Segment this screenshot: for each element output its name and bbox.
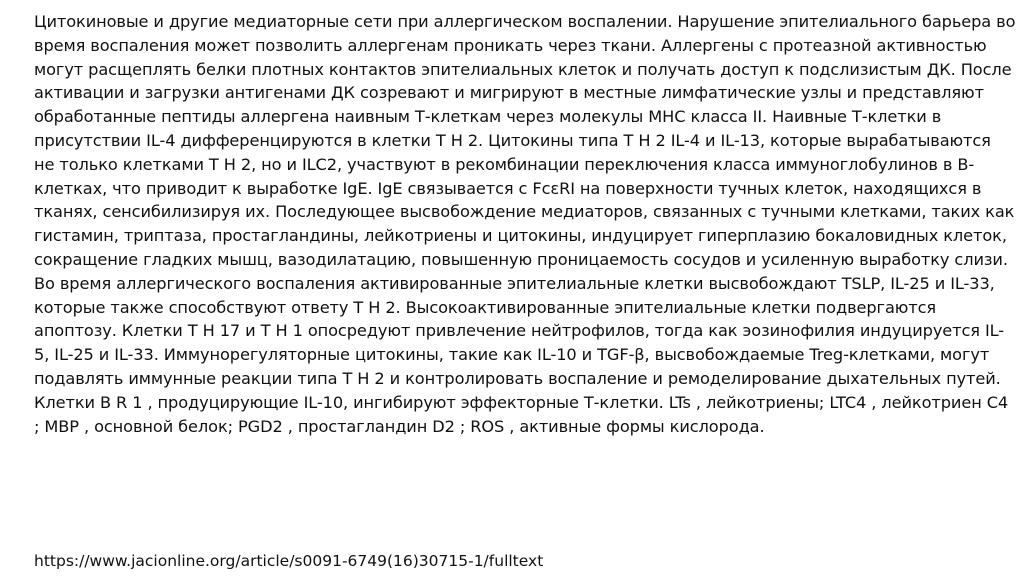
slide-body-text: Цитокиновые и другие медиаторные сети при аллергическом воспалении. Нарушение эпителиального барьера во время воспаления может позволить аллергенам проникать через ткани. Аллергены с протеазной активностью могут расщеплять белки плотных контактов эпителиальных клеток и получать доступ к подслизистым ДК. После активации и загрузки антигенами ДК созревают и мигрируют в местные лимфатические узлы и представляют обработанные пептиды аллергена наивным Т-клеткам через молекулы MHC класса II. Наивные Т-клетки в присутствии IL-4 дифференцируются в клетки Т H 2. Цитокины типа Т H 2 IL-4 и IL-13, которые вырабатываются не только клетками Т H 2, но и ILC2, участвуют в рекомбинации переключения класса иммуноглобулинов в В-клетках, что приводит к выработке IgE. IgE связывается с FcεRI на поверхности тучных клеток, находящихся в тканях, сенсибилизируя их. Последующее высвобождение медиаторов, связанных с тучными клетками, таких как гистамин, триптаза, простагландины, лейкотриены и цитокины, индуцирует гиперплазию бокаловидных клеток, сокращение гладких мышц, вазодилатацию, повышенную проницаемость сосудов и усиленную выработку слизи. Во время аллергического воспаления активированные эпителиальные клетки высвобождают TSLP, IL-25 и IL-33, которые также способствуют ответу Т H 2. Высокоактивированные эпителиальные клетки подвергаются апоптозу. Клетки Т H 17 и Т H 1 опосредуют привлечение нейтрофилов, тогда как эозинофилия индуцируется IL-5, IL-25 и IL-33. Иммунорегуляторные цитокины, такие как IL-10 и TGF-β, высвобождаемые Treg-клетками, могут подавлять иммунные реакции типа Т H 2 и контролировать воспаление и ремоделирование дыхательных путей. Клетки B R 1 , продуцирующие IL-10, ингибируют эффекторные Т-клетки. LTs , лейкотриены; LTC4 , лейкотриен C4 ; MBP , основной белок; PGD2 , простагландин D2 ; ROS , активные формы кислорода. <box>34 12 1016 436</box>
source-link[interactable]: https://www.jacionline.org/article/s0091-6749(16)30715-1/fulltext <box>34 552 544 570</box>
